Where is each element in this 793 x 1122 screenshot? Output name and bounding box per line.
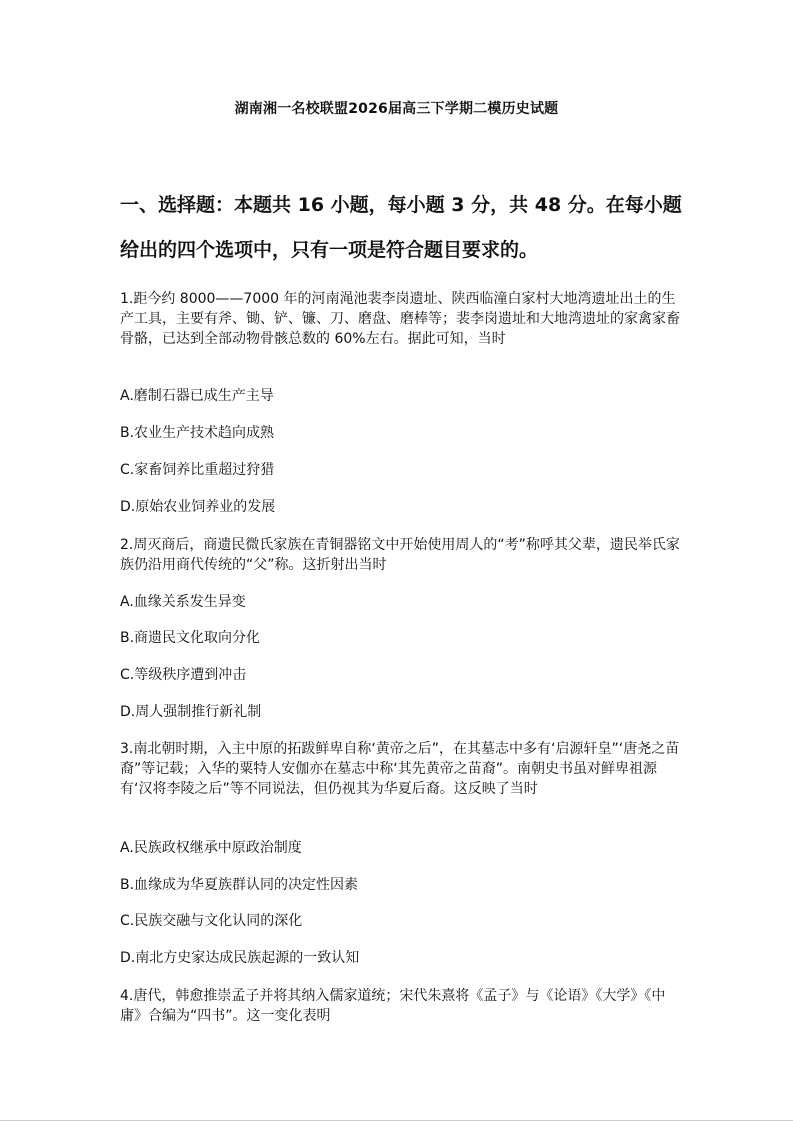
question-1-option-d: D.原始农业饲养业的发展 [120,499,276,515]
document-title: 湖南湘一名校联盟2026届高三下学期二模历史试题 [234,101,559,117]
question-4-stem: 4.唐代，韩愈推崇孟子并将其纳入儒家道统；宋代朱熹将《孟子》与《论语》《大学》《中庸》合编为“四书”。这一变化表明 [120,988,666,1024]
question-2-option-d: D.周人强制推行新礼制 [120,704,262,720]
section-heading: 一、选择题：本题共 16 小题，每小题 3 分，共 48 分。在每小题给出的四个选项中，只有一项是符合题目要求的。 [120,194,682,261]
question-2-option-c: C.等级秩序遭到冲击 [120,667,247,683]
question-1-option-b: B.农业生产技术趋向成熟 [120,425,275,441]
page-bottom-edge [0,1120,793,1121]
question-2-option-a: A.血缘关系发生异变 [120,594,246,610]
question-3-option-a: A.民族政权继承中原政治制度 [120,840,302,856]
question-3-stem: 3.南北朝时期，入主中原的拓跋鲜卑自称‘黄帝之后”，在其墓志中多有‘启源轩皇”‘唐尧之苗裔”等记载；入华的粟特人安伽亦在墓志中称‘其先黄帝之苗裔”。南朝史书虽对鲜卑祖源有‘汉将李陵之后”等不同说法，但仍视其为华夏后裔。这反映了当时 [120,741,680,797]
question-2-stem: 2.周灭商后，商遗民微氏家族在青铜器铭文中开始使用周人的“考”称呼其父辈，遗民举氏家族仍沿用商代传统的“父”称。这折射出当时 [120,537,680,573]
question-1-option-a: A.磨制石器已成生产主导 [120,388,274,404]
question-1-option-c: C.家畜饲养比重超过狩猎 [120,462,275,478]
question-3-option-c: C.民族交融与文化认同的深化 [120,913,303,929]
question-3-option-d: D.南北方史家达成民族起源的一致认知 [120,950,360,966]
question-2-option-b: B.商遗民文化取向分化 [120,630,261,646]
question-3-option-b: B.血缘成为华夏族群认同的决定性因素 [120,877,359,893]
question-1-stem: 1.距今约 8000——7000 年的河南渑池裴李岗遗址、陕西临潼白家村大地湾遗址出土的生产工具，主要有斧、锄、铲、镰、刀、磨盘、磨棒等；裴李岗遗址和大地湾遗址的家禽家畜骨骼，已达到全部动物骨骸总数的 60%左右。据此可知，当时 [120,291,680,347]
